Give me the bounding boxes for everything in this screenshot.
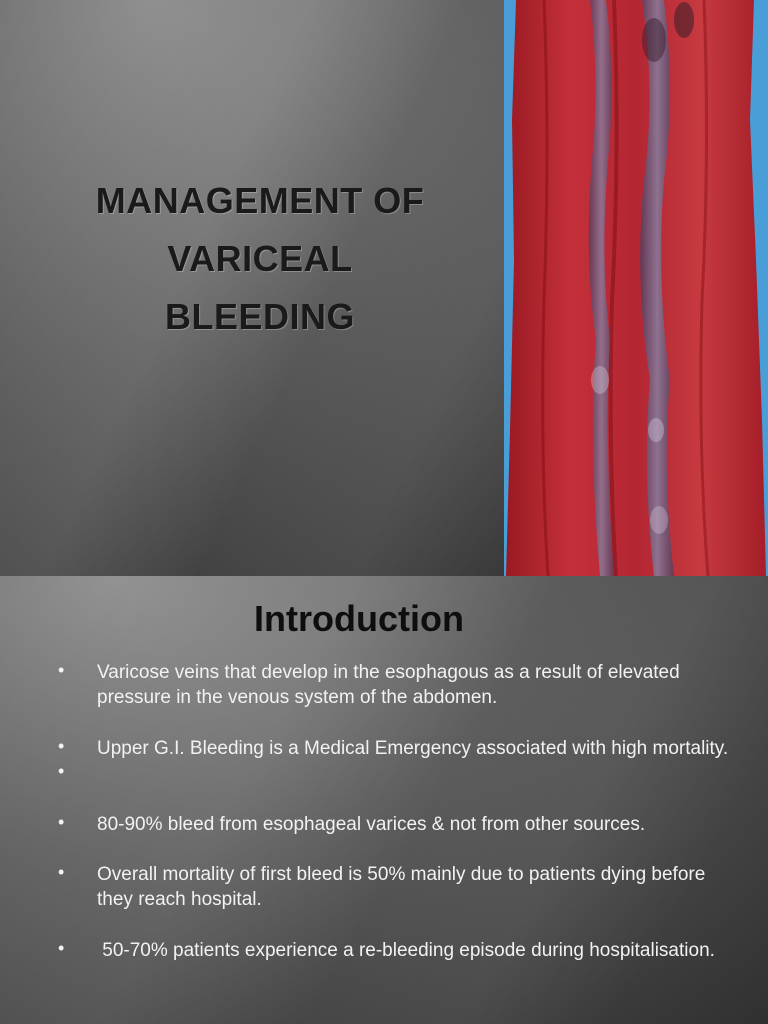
title-line-3: BLEEDING bbox=[164, 296, 355, 337]
bullet-icon: • bbox=[58, 938, 65, 958]
bullet-text: Overall mortality of first bleed is 50% mainly due to patients dying before they reach hospital. bbox=[97, 864, 706, 910]
bullet-icon: • bbox=[58, 660, 65, 680]
esophagus-specimen-image bbox=[504, 0, 768, 576]
introduction-slide bbox=[0, 576, 768, 1024]
bullet-text: 80-90% bleed from esophageal varices & not from other sources. bbox=[97, 814, 646, 835]
bullet-icon: • bbox=[58, 812, 65, 832]
bullet-text: 50-70% patients experience a re-bleeding episode during hospitalisation. bbox=[97, 940, 715, 961]
slide-heading: Introduction bbox=[254, 598, 464, 639]
bullet-icon: • bbox=[58, 862, 65, 882]
bullet-text: Upper G.I. Bleeding is a Medical Emergency associated with high mortality. bbox=[97, 738, 729, 759]
title-line-1: MANAGEMENT OF bbox=[95, 180, 425, 221]
esophagus-photo bbox=[504, 0, 768, 576]
bullet-icon: • bbox=[58, 761, 65, 781]
bullet-text: Varicose veins that develop in the esophagous as a result of elevated pressure in the venous system of the abdomen. bbox=[97, 662, 680, 708]
slide-title bbox=[20, 172, 500, 346]
bullet-icon: • bbox=[58, 736, 65, 756]
title-line-2: VARICEAL bbox=[167, 238, 353, 279]
